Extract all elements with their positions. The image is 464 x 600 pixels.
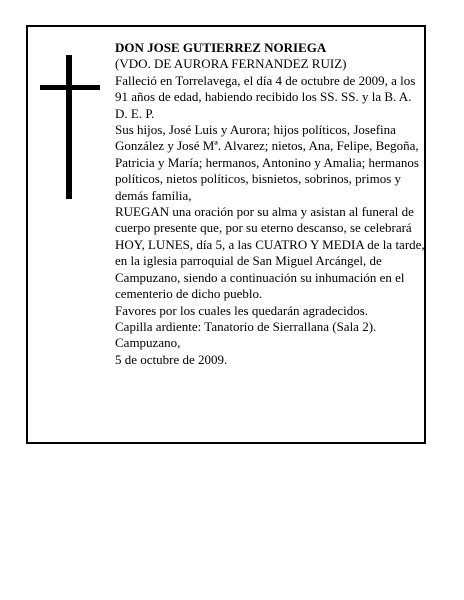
- place-line: Campuzano,: [115, 335, 181, 351]
- notice-body: [115, 40, 427, 368]
- thanks-line: Favores por los cuales les quedarán agradecidos.: [115, 302, 369, 318]
- family-list: Sus hijos, José Luis y Aurora; hijos políticos, Josefina González y José Mª. Alvarez; nietos, Ana, Felipe, Begoña, Patricia y María; hermanos, Antonino y Amalia; hermanos políticos, nietos políticos, bisnietos, sobrinos, primos y demás familia,: [115, 122, 419, 203]
- cross-icon: [40, 55, 100, 199]
- death-info: Falleció en Torrelavega, el día 4 de octubre de 2009, a los 91 años de edad, habiendo recibido los SS. SS. y la B. A.: [115, 72, 416, 105]
- chapel-info: Capilla ardiente: Tanatorio de Sierrallana (Sala 2).: [115, 318, 377, 334]
- widower-of: (VDO. DE AURORA FERNANDEZ RUIZ): [115, 56, 347, 72]
- date-line: 5 de octubre de 2009.: [115, 351, 228, 367]
- cross-vertical-bar: [66, 55, 72, 199]
- rest-in-peace: D. E. P.: [115, 105, 155, 121]
- funeral-request: RUEGAN una oración por su alma y asistan al funeral de cuerpo presente que, por su eterno descanso, se celebrará HOY, LUNES, día 5, a las CUATRO Y MEDIA de la tarde, en la iglesia parroquial de San Miguel Arcángel, de Campuzano, siendo a continuación su inhumación en el cementerio de dicho pueblo.: [115, 204, 425, 302]
- obituary-notice: [26, 25, 426, 444]
- cross-horizontal-bar: [40, 85, 100, 90]
- deceased-name: DON JOSE GUTIERREZ NORIEGA: [115, 40, 327, 55]
